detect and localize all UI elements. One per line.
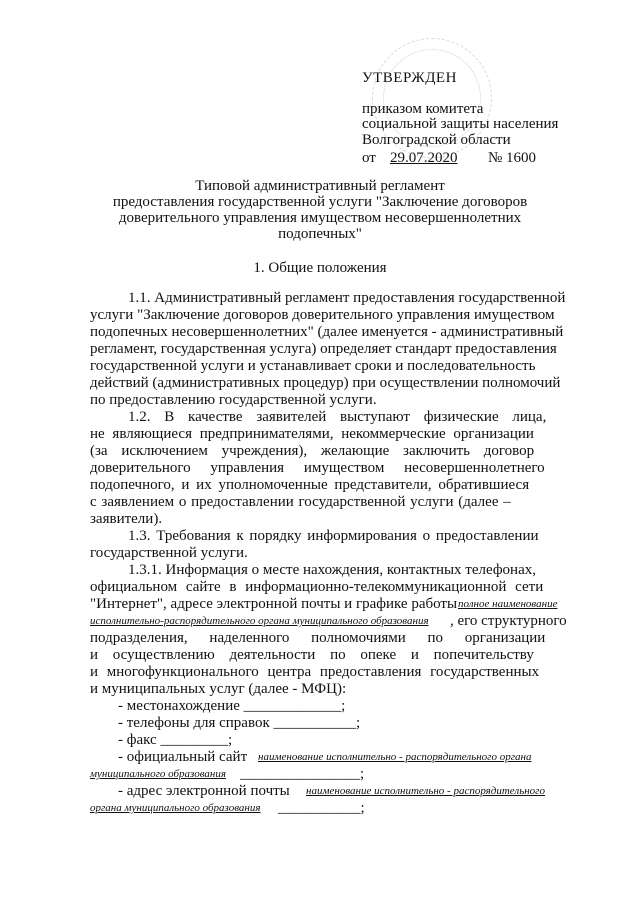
body-line: государственной услуги.	[90, 545, 248, 561]
body-line-placeholder: органа муниципального образования	[90, 802, 261, 814]
body-line: и осуществлению деятельности по опеке и попечительству	[90, 647, 534, 663]
body-line-placeholder: муниципального образования	[90, 768, 226, 780]
body-line: - факс _________;	[118, 732, 233, 748]
body-line: 1.3. Требования к порядку информирования о предоставлении	[128, 528, 539, 544]
body-line: не являющиеся предпринимателями, некоммерческие организации	[90, 426, 534, 442]
body-line: , его структурного	[450, 613, 567, 629]
doc-title-line-1: Типовой административный регламент	[195, 178, 445, 194]
body-line-placeholder: полное наименование	[458, 598, 558, 610]
approval-title: УТВЕРЖДЕН	[362, 70, 457, 86]
body-line: официальном сайте в информационно-телекоммуникационной сети	[90, 579, 544, 595]
body-line: подразделения, наделенного полномочиями по организации	[90, 630, 546, 646]
body-line: 1.1. Административный регламент предоставления государственной	[128, 290, 566, 306]
body-line: действий (административных процедур) при осуществлении полномочий	[90, 375, 561, 391]
body-line: подопечного, и их уполномоченные представители, обратившиеся	[90, 477, 530, 493]
body-line: - адрес электронной почты	[118, 783, 290, 799]
approval-date: 29.07.2020	[390, 150, 458, 166]
body-line: доверительного управления имуществом несовершеннолетнего	[90, 460, 545, 476]
approval-date-prefix: от	[362, 150, 376, 166]
body-line: услуги "Заключение договоров доверительного управления имуществом	[90, 307, 555, 323]
doc-title-line-4: подопечных"	[278, 226, 362, 242]
body-line: заявители).	[90, 511, 163, 527]
body-line: ________________;	[240, 766, 365, 782]
body-line-placeholder: наименование исполнительно - распорядительного	[306, 785, 545, 797]
body-line: ___________;	[278, 800, 365, 816]
body-line: 1.3.1. Информация о месте нахождения, контактных телефонах,	[128, 562, 536, 578]
body-line-placeholder: исполнительно-распорядительного органа муниципального образования	[90, 615, 429, 627]
body-line: государственной услуги и устанавливает сроки и последовательность	[90, 358, 536, 374]
body-line: подопечных несовершеннолетних" (далее именуется - административный	[90, 324, 564, 340]
body-line: 1.2. В качестве заявителей выступают физические лица,	[128, 409, 547, 425]
approval-line-2: социальной защиты населения	[362, 116, 559, 132]
body-line: - официальный сайт	[118, 749, 248, 765]
body-line: "Интернет", адресе электронной почты и графике работы	[90, 596, 458, 612]
approval-number: № 1600	[488, 150, 537, 166]
approval-line-3: Волгоградской области	[362, 132, 511, 148]
body-line: регламент, государственная услуга) определяет стандарт предоставления	[90, 341, 557, 357]
body-line: (за исключением учреждения), желающие заключить договор	[90, 443, 535, 459]
body-line: и муниципальных услуг (далее - МФЦ):	[90, 681, 347, 697]
doc-title-line-3: доверительного управления имуществом несовершеннолетних	[118, 210, 522, 226]
doc-title-line-2: предоставления государственной услуги "Заключение договоров	[112, 194, 528, 210]
body-line: по предоставлению государственной услуги.	[90, 392, 377, 408]
section-heading: 1. Общие положения	[253, 260, 387, 276]
body-line: - телефоны для справок ___________;	[118, 715, 361, 731]
body-line: и многофункционального центра предоставления государственных	[90, 664, 540, 680]
body-line: с заявлением о предоставлении государственной услуги (далее –	[90, 494, 511, 510]
body-line: - местонахождение _____________;	[118, 698, 346, 714]
approval-line-1: приказом комитета	[362, 101, 484, 117]
body-line-placeholder: наименование исполнительно - распорядительного органа	[258, 751, 532, 763]
